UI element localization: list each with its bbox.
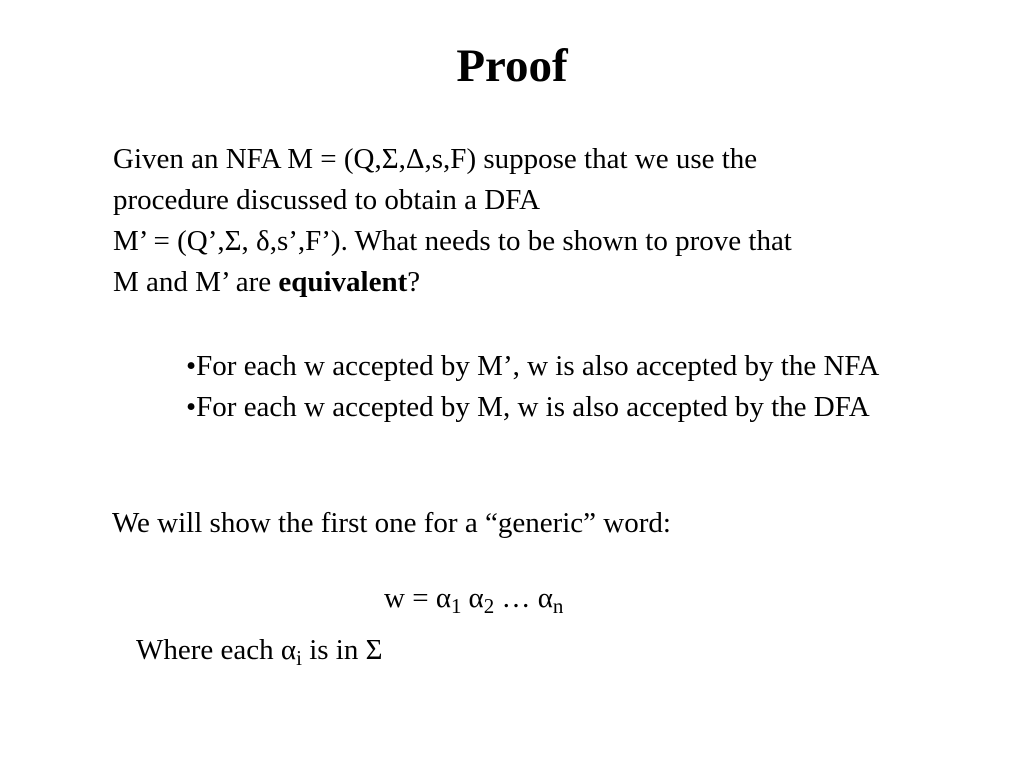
generic-word-statement: We will show the first one for a “generic” word:	[112, 507, 671, 539]
intro-line-1: Given an NFA M = (Q,Σ,Δ,s,F) suppose that we use the	[113, 143, 758, 175]
formula-lhs: w =	[384, 582, 436, 614]
intro-line-4-start: M and M’ are	[113, 266, 279, 298]
where-prefix: Where each	[136, 634, 281, 666]
alpha-symbol-1: α	[435, 582, 452, 614]
intro-line-4	[113, 262, 933, 303]
subscript-1: 1	[451, 594, 462, 618]
subscript-i: i	[296, 646, 302, 670]
alpha-symbol-n: α	[537, 582, 553, 614]
alpha-symbol-i: α	[280, 634, 297, 666]
intro-paragraph	[113, 139, 933, 303]
alpha-symbol-2: α	[468, 582, 484, 614]
bullet-item-2: •For each w accepted by M, w is also accepted by the DFA	[186, 391, 870, 423]
word-formula	[384, 578, 563, 618]
where-clause	[136, 630, 382, 670]
where-suffix: is in Σ	[301, 634, 383, 666]
intro-line-3: M’ = (Q’,Σ, δ,s’,F’). What needs to be shown to prove that	[113, 225, 792, 257]
equivalent-emphasis: equivalent	[278, 266, 408, 298]
formula-ellipsis: …	[494, 582, 538, 614]
subscript-n: n	[552, 594, 564, 618]
intro-line-2: procedure discussed to obtain a DFA	[113, 184, 541, 216]
bullet-item-1: •For each w accepted by M’, w is also accepted by the NFA	[186, 350, 880, 382]
intro-line-4-end: ?	[407, 266, 421, 298]
slide-title: Proof	[456, 40, 568, 92]
subscript-2: 2	[483, 594, 495, 618]
bullet-list	[186, 346, 879, 428]
